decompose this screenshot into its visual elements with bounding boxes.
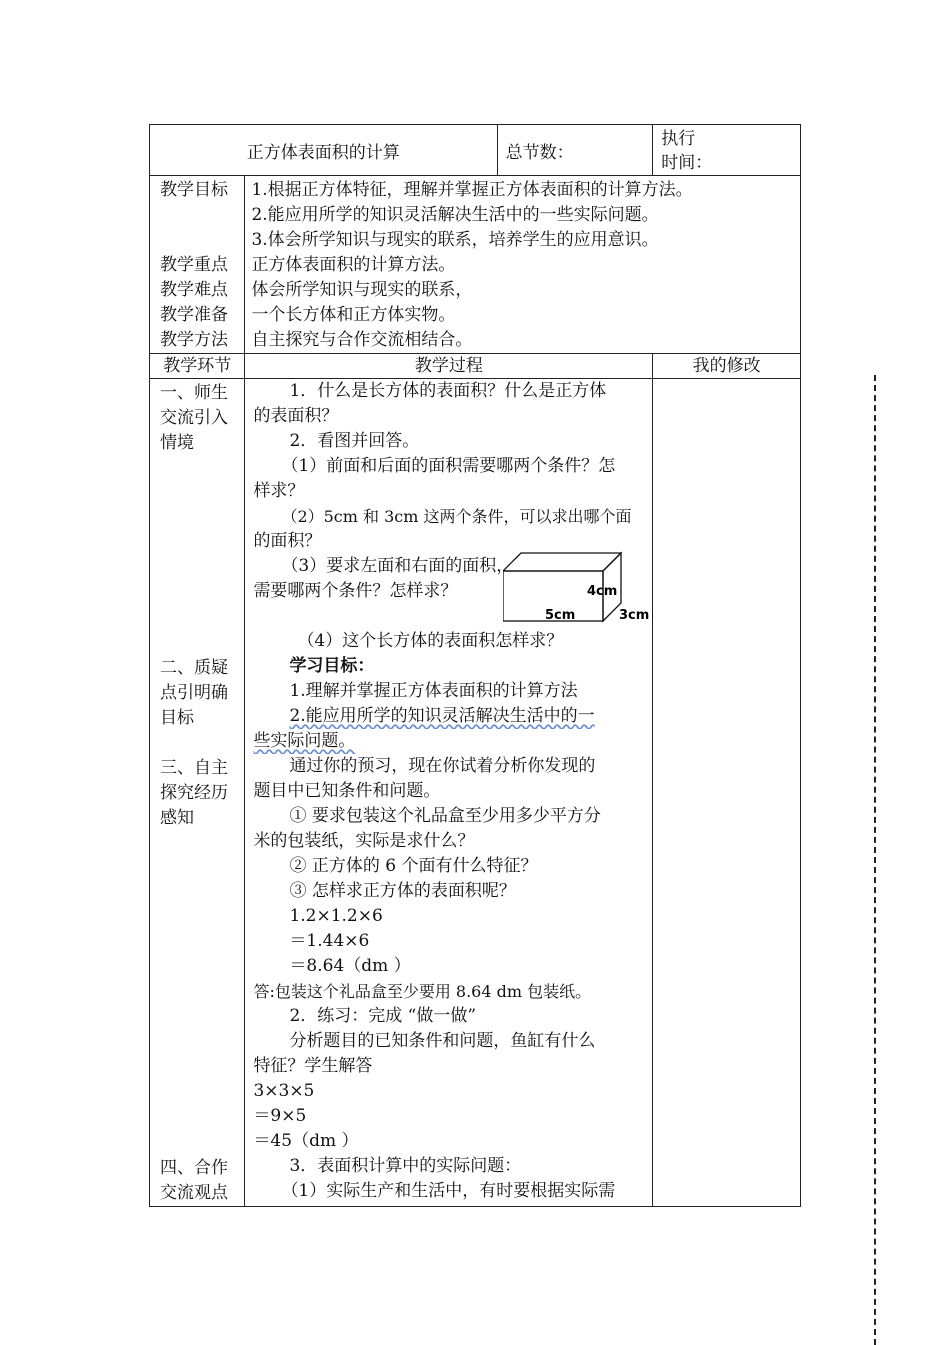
objective-2: 2.能应用所学的知识灵活解决生活中的一些实际问题。 [251,205,659,225]
label-key-points: 教学重点 [160,255,228,275]
q3-line-b: 需要哪两个条件？怎样求？ [253,581,458,601]
p3-line: 3．表面积计算中的实际问题： [289,1156,522,1176]
label-objectives: 教学目标 [160,180,228,200]
margin-dashed-line [874,375,876,1345]
question-1-line-a: ① 要求包装这个礼品盒至少用多少平方分 [289,806,601,826]
stage-4-line1: 四、合作 [160,1158,228,1178]
lesson-plan-table [149,124,801,1207]
height-label: 4cm [587,584,618,599]
exercise-line-b: 特征？学生解答 [253,1056,373,1076]
column-header-stage: 教学环节 [150,354,245,379]
stage-column [150,379,245,1207]
length-label: 5cm [545,608,576,623]
label-preparation: 教学准备 [160,305,228,325]
q1-line-a: （1）前面和后面的面积需要哪两个条件？怎 [281,456,616,476]
stage-3-line2: 探究经历 [160,783,228,803]
exec-time-label [653,125,801,176]
label-difficulties: 教学难点 [160,280,228,300]
column-header-process: 教学过程 [245,354,653,379]
goal-1: 1.理解并掌握正方体表面积的计算方法 [289,681,578,701]
exec-time-line2: 时间： [661,153,713,173]
q2-line-b: 的面积？ [253,531,322,551]
question-3: ③ 怎样求正方体的表面积呢？ [289,881,516,901]
p1-line-a: 1．什么是长方体的表面积？什么是正方体 [289,381,607,401]
stage-3-line3: 感知 [160,808,194,828]
cuboid-top-face [503,553,621,571]
exercise-line-a: 分析题目的已知条件和问题，鱼缸有什么 [289,1031,596,1051]
p2-line: 2．看图并回答。 [289,431,420,451]
q3-line-a: （3）要求左面和右面的面积， [281,556,514,576]
column-header-revision: 我的修改 [653,354,801,379]
preview-line-b: 题目中已知条件和问题。 [253,781,441,801]
stage-4-line2: 交流观点 [160,1183,228,1203]
cuboid-figure [503,551,653,623]
total-lessons-label: 总节数： [497,125,653,176]
exercise-title: 2．练习：完成 “做一做” [289,1006,477,1026]
revision-column [653,379,801,1207]
stage-1-line3: 情境 [160,433,194,453]
exercise-calc-2: ＝9×5 [253,1106,307,1126]
exec-time-line1: 执行 [661,129,696,149]
q4-line: （4）这个长方体的表面积怎样求？ [297,631,564,651]
goal-2-line-a: 2.能应用所学的知识灵活解决生活中的一 [289,706,595,726]
q1-line-b: 样求？ [253,481,305,501]
preparation-text: 一个长方体和正方体实物。 [251,305,456,325]
goal-title: 学习目标： [289,656,375,676]
objective-1: 1.根据正方体特征，理解并掌握正方体表面积的计算方法。 [251,180,693,200]
key-points-text: 正方体表面积的计算方法。 [251,255,456,275]
exercise-calc-1: 3×3×5 [253,1081,315,1101]
p1-line-b: 的表面积？ [253,406,339,426]
info-contents [245,176,801,354]
objective-3: 3.体会所学知识与现实的联系，培养学生的应用意识。 [251,230,659,250]
stage-1-line1: 一、师生 [160,383,228,403]
info-labels [150,176,245,354]
question-2: ② 正方体的 6 个面有什么特征？ [289,856,538,876]
methods-text: 自主探究与合作交流相结合。 [251,330,473,350]
calc-line-1: 1.2×1.2×6 [289,906,383,926]
question-1-line-b: 米的包装纸，实际是求什么？ [253,831,475,851]
stage-2-line3: 目标 [160,708,194,728]
p3-line-a: （1）实际生产和生活中，有时要根据实际需 [281,1181,616,1201]
difficulties-text: 体会所学知识与现实的联系， [251,280,473,300]
calc-line-3: ＝8.64（dm ） [289,956,411,976]
process-column [245,379,653,1207]
stage-2-line1: 二、质疑 [160,658,228,678]
preview-line-a: 通过你的预习，现在你试着分析你发现的 [289,756,596,776]
lesson-title: 正方体表面积的计算 [150,125,498,176]
q2-line-a: （2）5cm 和 3cm 这两个条件，可以求出哪个面 [281,507,632,526]
stage-3-line1: 三、自主 [160,758,228,778]
exercise-calc-3: ＝45（dm ） [253,1131,359,1151]
goal-2-line-b: 些实际问题。 [253,731,356,751]
stage-1-line2: 交流引入 [160,408,228,428]
label-methods: 教学方法 [160,330,228,350]
width-label: 3cm [619,608,650,623]
stage-2-line2: 点引明确 [160,683,228,703]
calc-line-2: ＝1.44×6 [289,931,370,951]
answer-line: 答:包装这个礼品盒至少要用 8.64 dm 包装纸。 [253,982,592,1001]
